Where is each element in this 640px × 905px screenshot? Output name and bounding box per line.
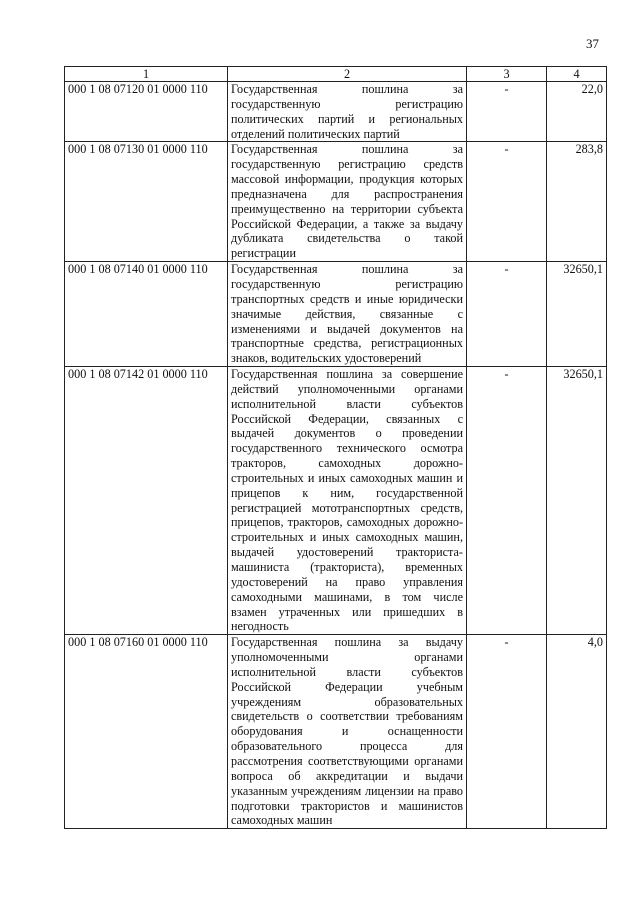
amount-cell: 32650,1 bbox=[547, 367, 607, 635]
description-cell: Государственная пошлина за государственную регистрацию политических партий и региональных отделений политических партий bbox=[228, 82, 467, 142]
revenue-code-cell: 000 1 08 07120 01 0000 110 bbox=[65, 82, 228, 142]
amount-cell: 32650,1 bbox=[547, 262, 607, 367]
budget-revenue-table bbox=[64, 66, 607, 829]
column-3-cell: - bbox=[467, 142, 547, 262]
header-col-1: 1 bbox=[65, 67, 228, 82]
header-col-4: 4 bbox=[547, 67, 607, 82]
description-cell: Государственная пошлина за государственную регистрацию транспортных средств и иные юридически значимые действия, связанные с изменениями и выдачей документов на транспортные средства, регистрационных знаков, водительских удостоверений bbox=[228, 262, 467, 367]
header-col-2: 2 bbox=[228, 67, 467, 82]
table-row bbox=[65, 82, 607, 142]
revenue-code-cell: 000 1 08 07140 01 0000 110 bbox=[65, 262, 228, 367]
table-row bbox=[65, 262, 607, 367]
description-cell: Государственная пошлина за государственную регистрацию средств массовой информации, продукция которых предназначена для распространения преимущественно на территории субъекта Российской Федерации, а также за выдачу дубликата свидетельства о такой регистрации bbox=[228, 142, 467, 262]
amount-cell: 22,0 bbox=[547, 82, 607, 142]
page-number: 37 bbox=[586, 36, 599, 51]
revenue-code-cell: 000 1 08 07142 01 0000 110 bbox=[65, 367, 228, 635]
column-3-cell: - bbox=[467, 635, 547, 829]
column-3-cell: - bbox=[467, 367, 547, 635]
table-row bbox=[65, 142, 607, 262]
description-cell: Государственная пошлина за выдачу уполномоченными органами исполнительной власти субъектов Российской Федерации учебным учреждениям образовательных свидетельств о соответствии требованиям оборудования и оснащенности образовательного процесса для рассмотрения соответствующими органами вопроса об аккредитации и выдачи указанным учреждениям лицензии на право подготовки трактористов и машинистов самоходных машин bbox=[228, 635, 467, 829]
table-header-row bbox=[65, 67, 607, 82]
description-cell: Государственная пошлина за совершение действий уполномоченными органами исполнительной власти субъектов Российской Федерации, связанных с выдачей документов о проведении государственного технического осмотра тракторов, самоходных дорожно-строительных и иных самоходных машин и прицепов к ним, государственной регистрацией мототранспортных средств, прицепов, тракторов, самоходных дорожно-строительных и иных самоходных машин, выдачей удостоверений тракториста-машиниста (тракториста), временных удостоверений на право управления самоходными машинами, в том числе взамен утраченных или пришедших в негодность bbox=[228, 367, 467, 635]
column-3-cell: - bbox=[467, 262, 547, 367]
table-row bbox=[65, 635, 607, 829]
revenue-code-cell: 000 1 08 07160 01 0000 110 bbox=[65, 635, 228, 829]
table-row bbox=[65, 367, 607, 635]
amount-cell: 283,8 bbox=[547, 142, 607, 262]
header-col-3: 3 bbox=[467, 67, 547, 82]
amount-cell: 4,0 bbox=[547, 635, 607, 829]
column-3-cell: - bbox=[467, 82, 547, 142]
revenue-code-cell: 000 1 08 07130 01 0000 110 bbox=[65, 142, 228, 262]
